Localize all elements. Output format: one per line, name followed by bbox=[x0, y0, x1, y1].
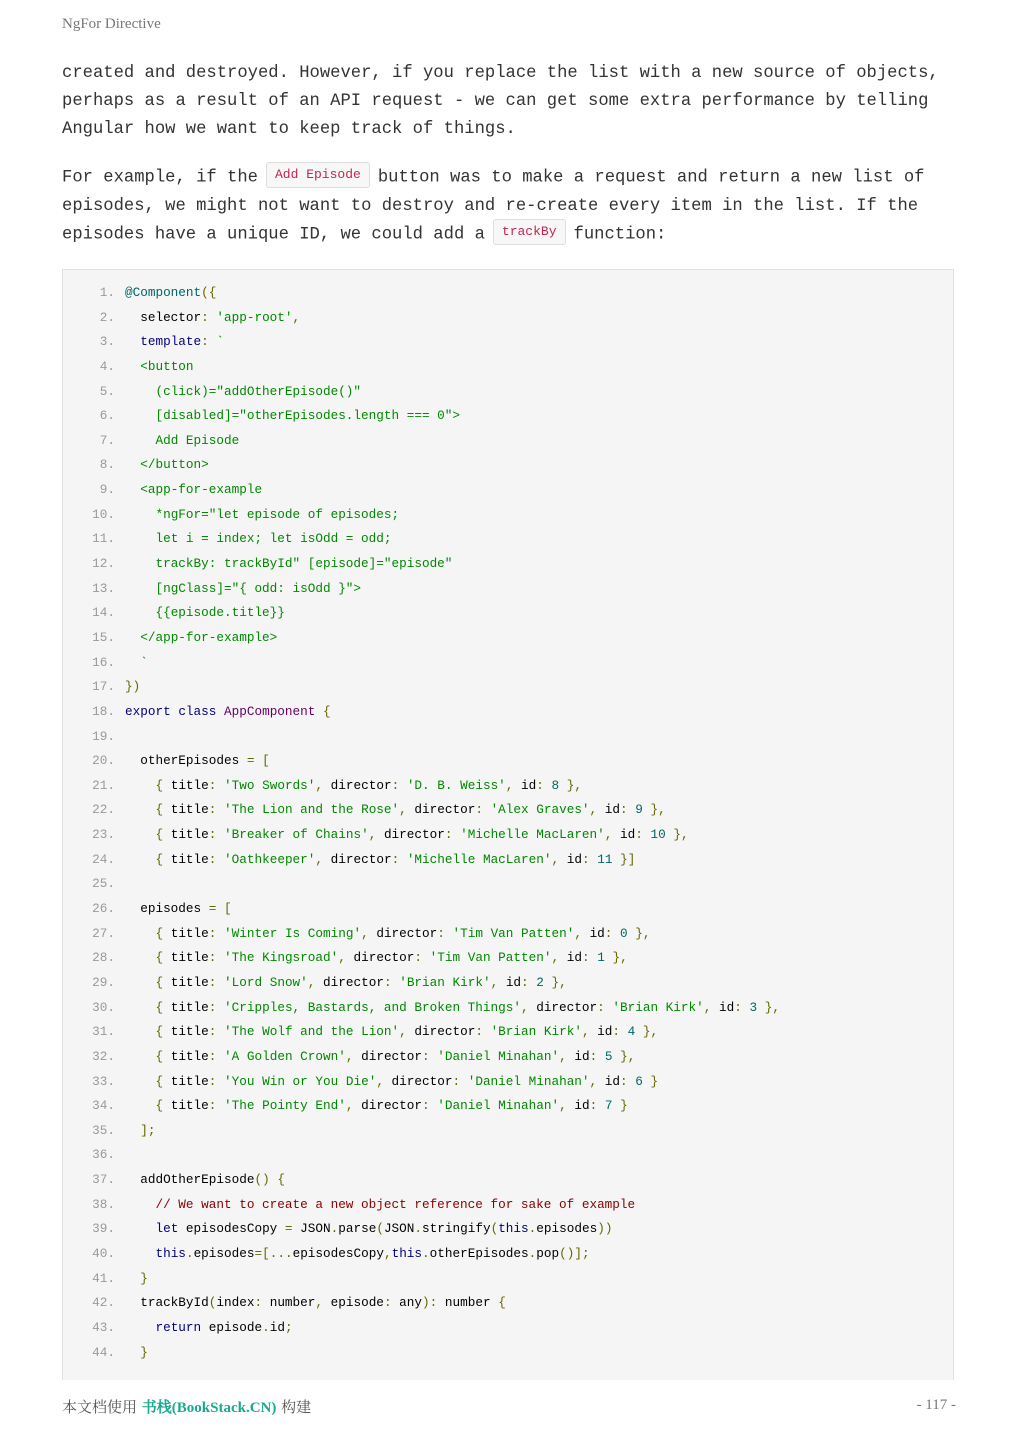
code-line bbox=[63, 333, 953, 358]
footer-credit bbox=[62, 1396, 311, 1417]
line-content: </button> bbox=[140, 457, 209, 473]
code-line bbox=[63, 1220, 953, 1245]
line-content: otherEpisodes = [ bbox=[125, 753, 270, 769]
line-content: { title: 'Breaker of Chains', director: 'Michelle MacLaren', id: 10 }, bbox=[155, 827, 689, 843]
line-content: @Component({ bbox=[125, 285, 217, 300]
line-number: 22. bbox=[92, 802, 115, 818]
text-fragment: button was to make a request and return a new list of episodes, we might not want to destroy and re-create every item in the list. If the episodes have a unique ID, we could add a bbox=[62, 168, 925, 245]
line-content: ` bbox=[140, 654, 148, 670]
line-number: 1. bbox=[99, 285, 115, 300]
line-content: } bbox=[140, 1270, 148, 1286]
code-block[interactable] bbox=[62, 269, 954, 1380]
code-line bbox=[63, 1097, 953, 1122]
code-line bbox=[63, 1023, 953, 1048]
text-fragment: For example, if the bbox=[62, 168, 258, 188]
line-number: 43. bbox=[92, 1319, 115, 1335]
line-content: { title: 'Oathkeeper', director: 'Michelle MacLaren', id: 11 }] bbox=[155, 851, 636, 867]
line-content: selector: 'app-root', bbox=[125, 309, 301, 325]
line-number: 11. bbox=[92, 531, 115, 547]
line-number: 8. bbox=[99, 457, 115, 473]
line-number: 29. bbox=[92, 974, 115, 990]
code-line bbox=[63, 530, 953, 555]
line-content: [ngClass]="{ odd: isOdd }"> bbox=[155, 580, 362, 596]
code-line bbox=[63, 309, 953, 334]
code-line bbox=[63, 900, 953, 925]
code-line bbox=[63, 358, 953, 383]
code-line bbox=[63, 506, 953, 531]
line-number: 31. bbox=[92, 1024, 115, 1040]
code-line bbox=[63, 1294, 953, 1319]
line-number: 15. bbox=[92, 629, 115, 645]
text-fragment: function: bbox=[573, 225, 667, 245]
code-line bbox=[63, 875, 953, 900]
line-number: 16. bbox=[92, 654, 115, 670]
code-line bbox=[63, 826, 953, 851]
code-line bbox=[63, 1171, 953, 1196]
inline-code-trackby: trackBy bbox=[493, 219, 566, 245]
code-line bbox=[63, 777, 953, 802]
line-number: 26. bbox=[92, 901, 115, 917]
code-line bbox=[63, 851, 953, 876]
line-number: 10. bbox=[92, 506, 115, 522]
inline-code-add-episode: Add Episode bbox=[266, 162, 370, 188]
line-content: [disabled]="otherEpisodes.length === 0"> bbox=[155, 408, 461, 424]
code-line bbox=[63, 999, 953, 1024]
line-content: }) bbox=[125, 679, 141, 695]
code-lines bbox=[63, 284, 953, 1368]
line-number: 19. bbox=[92, 728, 115, 744]
line-number: 39. bbox=[92, 1221, 115, 1237]
line-number: 41. bbox=[92, 1270, 115, 1286]
line-content: { title: 'The Pointy End', director: 'Daniel Minahan', id: 7 } bbox=[155, 1098, 628, 1114]
line-number: 28. bbox=[92, 950, 115, 966]
code-line bbox=[63, 284, 953, 309]
line-number: 18. bbox=[92, 703, 115, 719]
code-line bbox=[63, 407, 953, 432]
line-number: 12. bbox=[92, 556, 115, 572]
code-line bbox=[63, 925, 953, 950]
code-line bbox=[63, 949, 953, 974]
page-number: - 117 - bbox=[916, 1397, 956, 1413]
line-content: <app-for-example bbox=[140, 482, 263, 498]
line-content: </app-for-example> bbox=[140, 629, 278, 645]
line-number: 35. bbox=[92, 1122, 115, 1138]
line-number: 7. bbox=[99, 432, 115, 448]
code-line bbox=[63, 1146, 953, 1171]
code-line bbox=[63, 703, 953, 728]
paragraph-trackby bbox=[62, 164, 962, 249]
code-line bbox=[63, 456, 953, 481]
line-content: addOtherEpisode() { bbox=[125, 1172, 285, 1188]
line-content: ]; bbox=[140, 1122, 156, 1138]
line-content: trackById(index: number, episode: any): number { bbox=[125, 1295, 506, 1311]
line-number: 32. bbox=[92, 1048, 115, 1064]
code-line bbox=[63, 481, 953, 506]
code-line bbox=[63, 1073, 953, 1098]
code-line bbox=[63, 1122, 953, 1147]
running-header: NgFor Directive bbox=[62, 16, 161, 32]
footer-brand-link[interactable]: 书栈(BookStack.CN) bbox=[141, 1400, 277, 1416]
code-line bbox=[63, 678, 953, 703]
line-content: let episodesCopy = JSON.parse(JSON.stringify(this.episodes)) bbox=[155, 1221, 613, 1237]
line-number: 44. bbox=[92, 1344, 115, 1360]
code-line bbox=[63, 728, 953, 753]
line-content: Add Episode bbox=[155, 432, 240, 448]
code-line bbox=[63, 1196, 953, 1221]
line-content: { title: 'A Golden Crown', director: 'Daniel Minahan', id: 5 }, bbox=[155, 1048, 636, 1064]
line-content: { title: 'You Win or You Die', director: 'Daniel Minahan', id: 6 } bbox=[155, 1073, 659, 1089]
code-line bbox=[63, 752, 953, 777]
line-content: {{episode.title}} bbox=[155, 605, 285, 621]
paragraph-text: created and destroyed. However, if you replace the list with a new source of objects, perhaps as a result of an API request - we can get some extra performance by telling Angular how we want to keep track of things. bbox=[62, 64, 939, 139]
line-number: 20. bbox=[92, 753, 115, 769]
line-number: 17. bbox=[92, 679, 115, 695]
line-number: 36. bbox=[92, 1147, 115, 1163]
line-content: (click)="addOtherEpisode()" bbox=[155, 383, 362, 399]
line-number: 37. bbox=[92, 1172, 115, 1188]
line-content: { title: 'The Kingsroad', director: 'Tim Van Patten', id: 1 }, bbox=[155, 950, 628, 966]
paragraph-text bbox=[62, 164, 962, 249]
line-number: 23. bbox=[92, 827, 115, 843]
footer-prefix: 本文档使用 bbox=[62, 1398, 138, 1416]
line-content: { title: 'Cripples, Bastards, and Broken Things', director: 'Brian Kirk', id: 3 }, bbox=[155, 999, 780, 1015]
line-content: // We want to create a new object reference for sake of example bbox=[155, 1196, 636, 1212]
line-number: 6. bbox=[99, 408, 115, 424]
line-number: 13. bbox=[92, 580, 115, 596]
line-number: 27. bbox=[92, 925, 115, 941]
line-number: 42. bbox=[92, 1295, 115, 1311]
line-number: 24. bbox=[92, 851, 115, 867]
code-line bbox=[63, 801, 953, 826]
line-number: 21. bbox=[92, 777, 115, 793]
line-content: { title: 'The Lion and the Rose', director: 'Alex Graves', id: 9 }, bbox=[155, 802, 666, 818]
line-content: this.episodes=[...episodesCopy,this.otherEpisodes.pop()]; bbox=[155, 1245, 590, 1261]
code-line bbox=[63, 555, 953, 580]
line-number: 5. bbox=[99, 383, 115, 399]
line-number: 34. bbox=[92, 1098, 115, 1114]
code-line bbox=[63, 1270, 953, 1295]
code-line bbox=[63, 1344, 953, 1369]
code-line bbox=[63, 432, 953, 457]
line-content: return episode.id; bbox=[155, 1319, 293, 1335]
line-content: { title: 'Two Swords', director: 'D. B. Weiss', id: 8 }, bbox=[155, 777, 583, 793]
code-line bbox=[63, 974, 953, 999]
line-number: 33. bbox=[92, 1073, 115, 1089]
line-content: *ngFor="let episode of episodes; bbox=[155, 506, 400, 522]
line-content: { title: 'Winter Is Coming', director: 'Tim Van Patten', id: 0 }, bbox=[155, 925, 651, 941]
line-number: 40. bbox=[92, 1245, 115, 1261]
paragraph-intro bbox=[62, 60, 962, 144]
footer-suffix: 构建 bbox=[281, 1398, 312, 1416]
code-line bbox=[63, 1048, 953, 1073]
code-line bbox=[63, 383, 953, 408]
line-content: { title: 'Lord Snow', director: 'Brian Kirk', id: 2 }, bbox=[155, 974, 567, 990]
line-number: 38. bbox=[92, 1196, 115, 1212]
line-number: 9. bbox=[99, 482, 115, 498]
line-number: 14. bbox=[92, 605, 115, 621]
line-number: 3. bbox=[99, 334, 115, 350]
line-number: 30. bbox=[92, 999, 115, 1015]
line-number: 25. bbox=[92, 876, 115, 892]
line-content: export class AppComponent { bbox=[125, 703, 331, 719]
line-content: episodes = [ bbox=[125, 901, 232, 917]
code-line bbox=[63, 1245, 953, 1270]
code-line bbox=[63, 654, 953, 679]
code-line bbox=[63, 1319, 953, 1344]
line-content: trackBy: trackById" [episode]="episode" bbox=[155, 556, 453, 572]
line-number: 4. bbox=[99, 358, 115, 374]
line-content: } bbox=[140, 1344, 148, 1360]
line-content: { title: 'The Wolf and the Lion', director: 'Brian Kirk', id: 4 }, bbox=[155, 1024, 659, 1040]
code-line bbox=[63, 604, 953, 629]
code-line bbox=[63, 629, 953, 654]
line-content: let i = index; let isOdd = odd; bbox=[155, 531, 392, 547]
line-content: <button bbox=[140, 358, 194, 374]
code-line bbox=[63, 580, 953, 605]
line-content: template: ` bbox=[140, 334, 225, 350]
line-number: 2. bbox=[99, 309, 115, 325]
